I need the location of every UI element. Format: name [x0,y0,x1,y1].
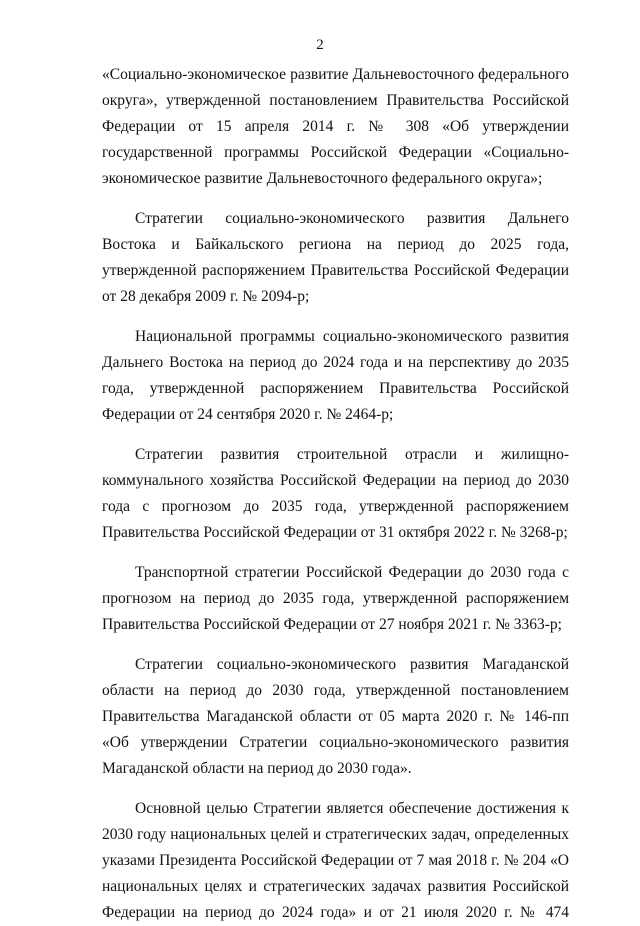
document-body [102,62,569,926]
paragraph-5: Транспортной стратегии Российской Федерации до 2030 года с прогнозом на период до 2035 года, утвержденной распоряжением Правительства Российской Федерации от 27 ноября 2021 г. № 3363-р; [102,564,569,633]
paragraph-3: Национальной программы социально-экономического развития Дальнего Востока на период до 2024 года и на перспективу до 2035 года, утвержденной распоряжением Правительства Российской Федерации от 24 сентября 2020 г. № 2464-р; [102,328,569,423]
paragraph-1: «Социально-экономическое развитие Дальневосточного федерального округа», утвержденной постановлением Правительства Российской Федерации от 15 апреля 2014 г. № 308 «Об утверждении государственной программы Российской Федерации «Социально-экономическое развитие Дальневосточного федерального округа»; [102,66,569,187]
paragraph-6: Стратегии социально-экономического развития Магаданской области на период до 2030 года, утвержденной постановлением Правительства Магаданской области от 05 марта 2020 г. № 146-пп «Об утверждении Стратегии социально-экономического развития Магаданской области на период до 2030 года». [102,656,569,777]
paragraph-7: Основной целью Стратегии является обеспечение достижения к 2030 году национальных целей и стратегических задач, определенных указами Президента Российской Федерации от 7 мая 2018 г. № 204 «О национальных целях и стратегических задачах развития Российской Федерации на период до 2024 года» и от 21 июля 2020 г. № 474 [102,800,569,921]
paragraph-2: Стратегии социально-экономического развития Дальнего Востока и Байкальского региона на период до 2025 года, утвержденной распоряжением Правительства Российской Федерации от 28 декабря 2009 г. № 2094-р; [102,210,569,305]
page-number: 2 [316,37,324,53]
paragraph-4: Стратегии развития строительной отрасли и жилищно-коммунального хозяйства Российской Федерации на период до 2030 года с прогнозом до 2035 года, утвержденной распоряжением Правительства Российской Федерации от 31 октября 2022 г. № 3268-р; [102,446,569,541]
